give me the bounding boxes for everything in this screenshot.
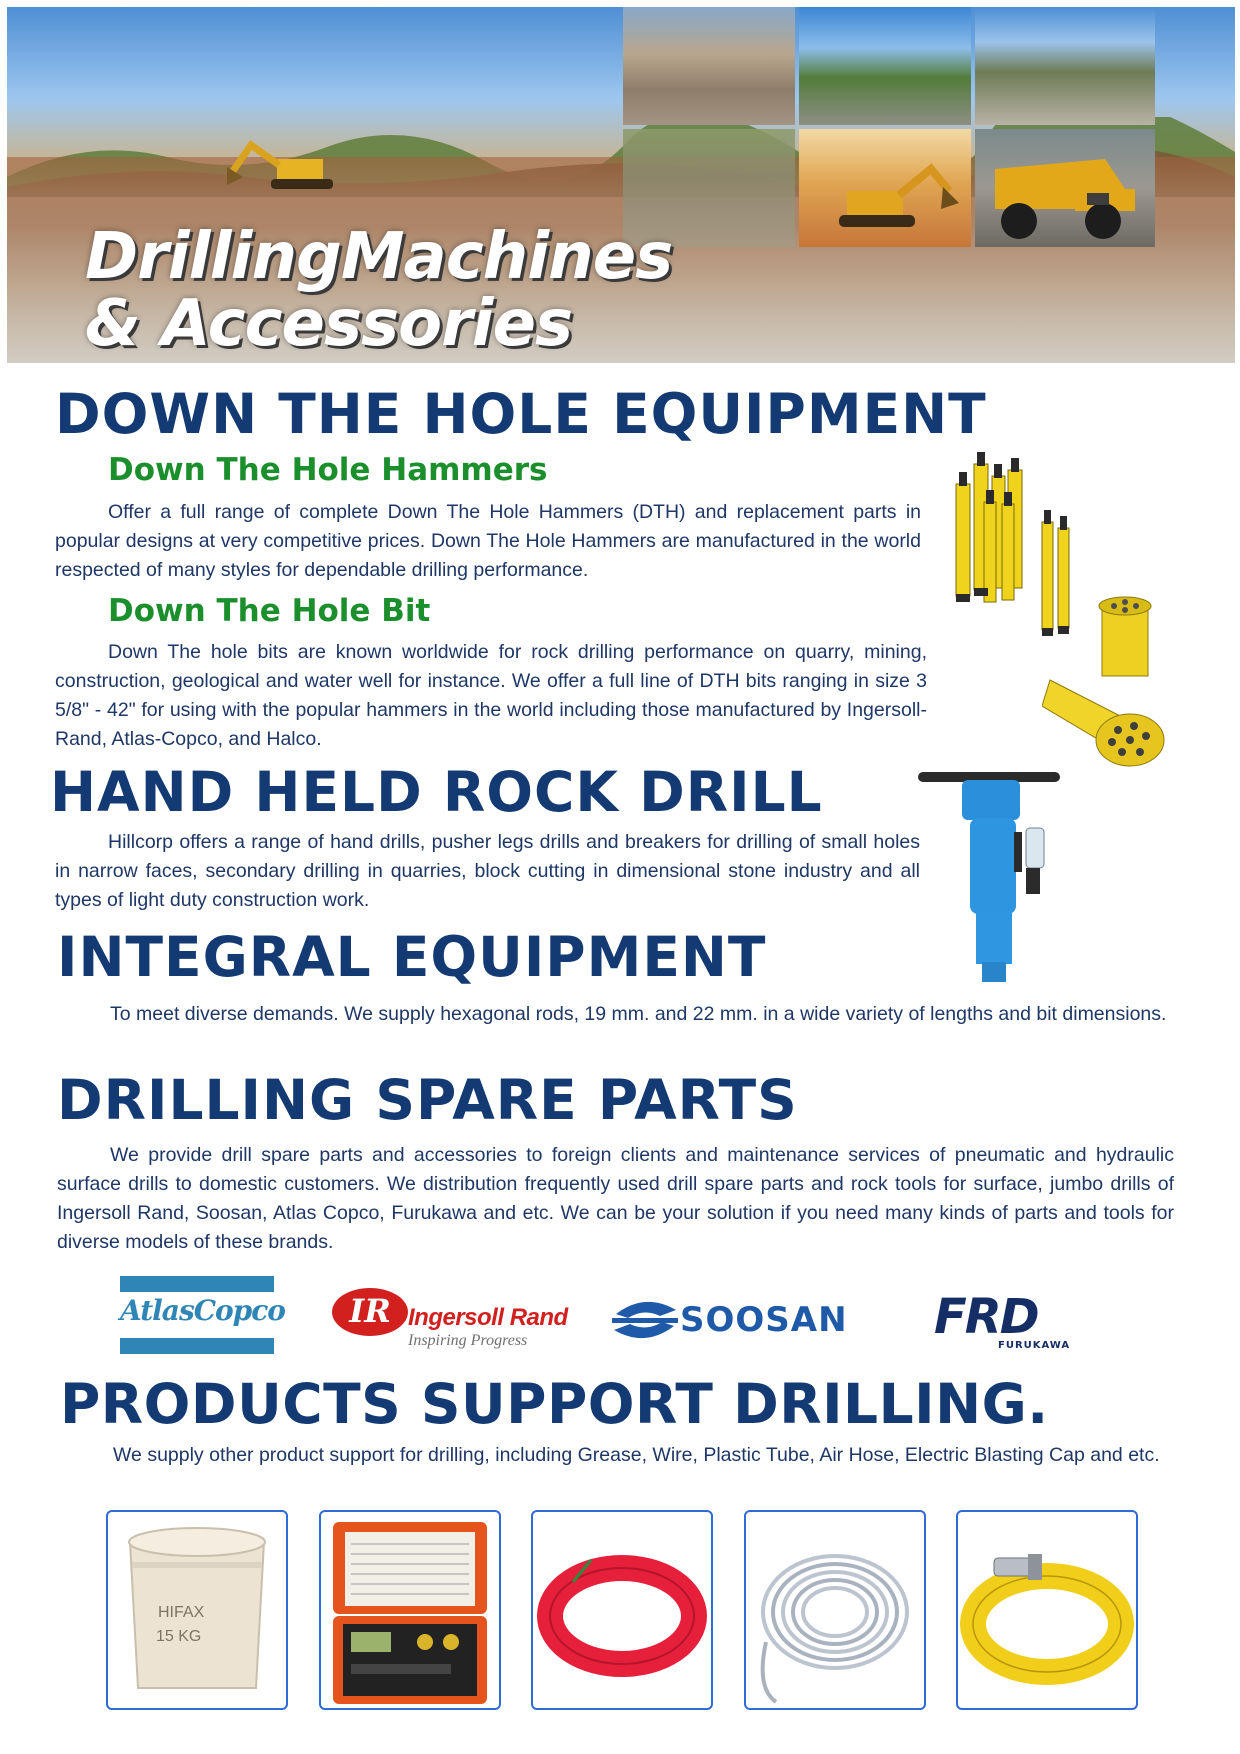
atlas-copco-top-bar bbox=[120, 1276, 274, 1292]
product-tile-blasting-cap[interactable] bbox=[319, 1510, 501, 1710]
hand-held-rock-drill-image bbox=[914, 772, 1064, 984]
ingersoll-rand-logo bbox=[330, 1282, 568, 1352]
integral-heading: INTEGRAL EQUIPMENT bbox=[57, 925, 767, 989]
frd-name: FURUKAWA bbox=[998, 1340, 1071, 1351]
dth-bit-subheading: Down The Hole Bit bbox=[108, 593, 431, 629]
dth-bit-text: Down The hole bits are known worldwide for rock drilling performance on quarry, mining, construction, geological and water well for instance. We offer a full line of DTH bits ranging in size 3 5/8" - 42" for using with the popular hammers in the world including those manufactured by Ingersoll-Rand, Atlas-Copco, and Halco. bbox=[55, 641, 927, 750]
hero-dump-truck-photo bbox=[975, 129, 1155, 247]
products-support-text: We supply other product support for drilling, including Grease, Wire, Plastic Tube, Air Hose, Electric Blasting Cap and etc. bbox=[113, 1444, 1160, 1466]
hand-held-text: Hillcorp offers a range of hand drills, pusher legs drills and breakers for drilling of small holes in narrow faces, secondary drilling in quarries, block cutting in dimensional stone industry and all types of light duty construction work. bbox=[55, 831, 920, 911]
atlas-copco-bottom-bar bbox=[120, 1338, 274, 1354]
spare-parts-text: We provide drill spare parts and accessories to foreign clients and maintenance services of pneumatic and hydraulic surface drills to domestic customers. We distribution frequently used drill spare parts and rock tools for surface, jumbo drills of Ingersoll Rand, Soosan, Atlas Copco, Furukawa and etc. We can be your solution if you need many kinds of parts and tools for diverse models of these brands. bbox=[57, 1144, 1174, 1253]
hand-held-heading: HAND HELD ROCK DRILL bbox=[50, 760, 823, 824]
hero-quarry-photo-3 bbox=[975, 7, 1155, 125]
spare-parts-heading: DRILLING SPARE PARTS bbox=[57, 1068, 798, 1132]
integral-text: To meet diverse demands. We supply hexagonal rods, 19 mm. and 22 mm. in a wide variety of lengths and bit dimensions. bbox=[110, 1003, 1167, 1025]
products-support-heading: PRODUCTS SUPPORT DRILLING. bbox=[60, 1372, 1049, 1436]
frd-wordmark: FRD bbox=[934, 1289, 1038, 1345]
dth-hammers-text: Offer a full range of complete Down The Hole Hammers (DTH) and replacement parts in popular designs at very competitive prices. Down The Hole Hammers are manufactured in the world respected of many styles for dependable drilling performance. bbox=[55, 501, 921, 581]
soosan-logo bbox=[610, 1296, 860, 1344]
hero-title-line-2: & Accessories bbox=[85, 287, 573, 361]
hero-banner bbox=[7, 7, 1235, 363]
dump-truck-icon bbox=[975, 129, 1155, 247]
product-tile-air-hose[interactable] bbox=[956, 1510, 1138, 1710]
hero-excavator-photo bbox=[799, 129, 971, 247]
grease-label-line-1: HIFAX bbox=[158, 1604, 205, 1621]
red-wire-coil-icon bbox=[533, 1512, 711, 1708]
soosan-s-mark-icon bbox=[610, 1296, 680, 1344]
product-tile-wire[interactable] bbox=[531, 1510, 713, 1710]
ingersoll-rand-ir-mark: IR bbox=[349, 1292, 391, 1330]
ingersoll-rand-tagline: Inspiring Progress bbox=[408, 1332, 528, 1349]
furukawa-frd-logo bbox=[934, 1289, 1084, 1356]
atlas-copco-logo bbox=[120, 1276, 285, 1354]
product-tile-grease[interactable] bbox=[106, 1510, 288, 1710]
hero-quarry-photo-1 bbox=[623, 7, 795, 125]
air-hose-coil-icon bbox=[958, 1512, 1136, 1708]
dth-heading: DOWN THE HOLE EQUIPMENT bbox=[55, 382, 987, 446]
atlas-copco-wordmark: AtlasCopco bbox=[120, 1294, 285, 1327]
hero-left-excavator bbox=[217, 125, 367, 205]
hero-quarry-photo-2 bbox=[799, 7, 971, 125]
hero-title-line-1: DrillingMachines bbox=[85, 220, 673, 294]
soosan-wordmark: SOOSAN bbox=[680, 1300, 848, 1340]
dth-hammers-subheading: Down The Hole Hammers bbox=[108, 452, 548, 488]
dth-bit-image bbox=[1042, 594, 1172, 770]
plastic-tube-coil-icon bbox=[746, 1512, 924, 1708]
ingersoll-rand-name: Ingersoll Rand bbox=[408, 1304, 568, 1331]
grease-label-line-2: 15 KG bbox=[156, 1628, 202, 1645]
excavator-icon bbox=[799, 129, 971, 247]
product-tile-plastic-tube[interactable] bbox=[744, 1510, 926, 1710]
blasting-machine-icon bbox=[321, 1512, 499, 1708]
